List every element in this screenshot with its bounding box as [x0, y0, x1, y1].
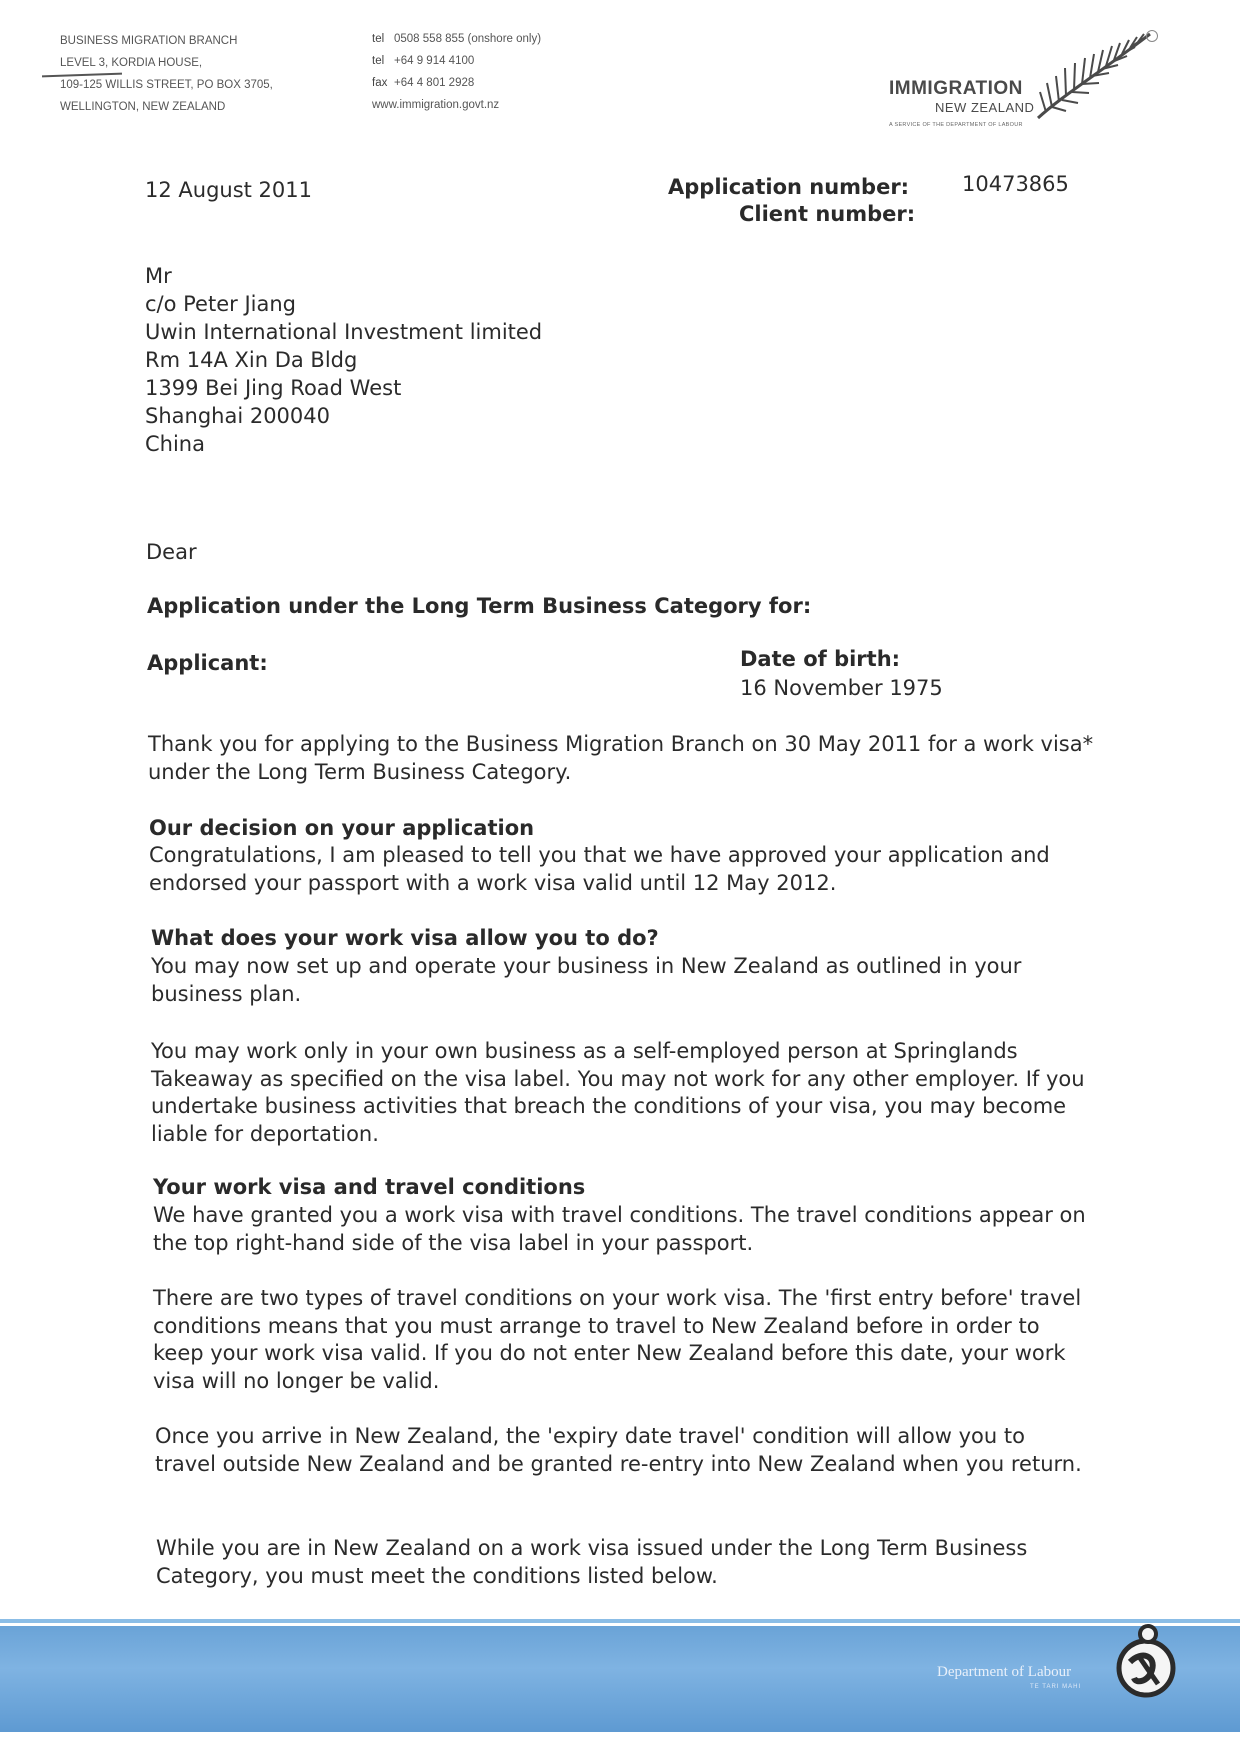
recipient-line: China [145, 432, 205, 456]
website-link[interactable]: www.immigration.govt.nz [372, 99, 500, 111]
intro-paragraph: Thank you for applying to the Business Migration Branch on 30 May 2011 for a work visa* under the Long Term Business Category. [148, 732, 1094, 784]
client-number-label: Client number: [739, 202, 916, 226]
logo-tagline: A SERVICE OF THE DEPARTMENT OF LABOUR [889, 122, 1023, 128]
letter-date: 12 August 2011 [145, 178, 313, 202]
contact-value: +64 4 801 2928 [394, 77, 475, 89]
application-number-label: Application number: [668, 175, 910, 199]
contact-value: +64 9 914 4100 [394, 55, 475, 67]
logo-title: IMMIGRATION [889, 78, 1023, 99]
section-paragraph: Once you arrive in New Zealand, the 'expiry date travel' condition will allow you to travel outside New Zealand and be granted re-entry into New Zealand when you return. [155, 1424, 1082, 1476]
section-paragraph: You may work only in your own business as a self-employed person at Springlands Takeaway as specified on the visa label. You may not work for any other employer. If you undertake business activities that breach the conditions of your visa, you may become liable for deportation. [151, 1039, 1085, 1146]
registered-mark-icon [1146, 30, 1158, 42]
section-heading: What does your work visa allow you to do? [151, 926, 659, 950]
recipient-line: c/o Peter Jiang [145, 292, 296, 316]
recipient-line: Mr [145, 264, 172, 288]
section-paragraph: We have granted you a work visa with travel conditions. The travel conditions appear on the top right-hand side of the visa label in your passport. [153, 1203, 1086, 1255]
section-paragraph: While you are in New Zealand on a work visa issued under the Long Term Business Category, you must meet the conditions listed below. [156, 1536, 1028, 1588]
recipient-line: Rm 14A Xin Da Bldg [145, 348, 358, 372]
footer-rule [0, 1619, 1240, 1623]
address-line: BUSINESS MIGRATION BRANCH [60, 35, 238, 47]
dob-label: Date of birth: [740, 647, 901, 671]
branch-contacts [372, 28, 541, 116]
contact-label: tel [372, 55, 385, 67]
silver-fern-icon [1032, 26, 1162, 126]
logo-subtitle: NEW ZEALAND [935, 100, 1035, 115]
dob-value: 16 November 1975 [740, 676, 943, 700]
contact-label: tel [372, 33, 385, 45]
recipient-line: Uwin International Investment limited [145, 320, 543, 344]
contact-line [372, 94, 541, 116]
applicant-label: Applicant: [147, 651, 268, 675]
contact-line [372, 50, 541, 72]
address-line: 109-125 WILLIS STREET, PO BOX 3705, [60, 79, 273, 91]
section-paragraph: Congratulations, I am pleased to tell you that we have approved your application and endorsed your passport with a work visa valid until 12 May 2012. [149, 843, 1050, 895]
section-heading: Your work visa and travel conditions [153, 1175, 586, 1199]
salutation: Dear [146, 540, 197, 564]
subject-line: Application under the Long Term Business Category for: [147, 594, 812, 618]
contact-label: fax [372, 77, 388, 89]
recipient-line: 1399 Bei Jing Road West [145, 376, 402, 400]
contact-value: 0508 558 855 (onshore only) [394, 33, 542, 45]
section-paragraph: There are two types of travel conditions on your work visa. The 'first entry before' travel conditions means that you must arrange to travel to New Zealand before in order to keep your work visa valid. If you do not enter New Zealand before this date, your work visa will no longer be valid. [153, 1286, 1082, 1393]
contact-line [372, 28, 541, 50]
department-name: Department of Labour [937, 1664, 1072, 1680]
section-paragraph: You may now set up and operate your business in New Zealand as outlined in your business plan. [151, 954, 1022, 1006]
contact-line [372, 72, 541, 94]
section-heading: Our decision on your application [149, 816, 535, 840]
recipient-address [145, 262, 542, 458]
application-number: 10473865 [962, 172, 1069, 196]
department-of-labour-logo-icon [1112, 1622, 1176, 1698]
recipient-line: Shanghai 200040 [145, 404, 331, 428]
department-subtitle: TE TARI MAHI [1030, 1684, 1082, 1690]
address-line: LEVEL 3, KORDIA HOUSE, [60, 57, 203, 69]
address-line: WELLINGTON, NEW ZEALAND [60, 101, 226, 113]
